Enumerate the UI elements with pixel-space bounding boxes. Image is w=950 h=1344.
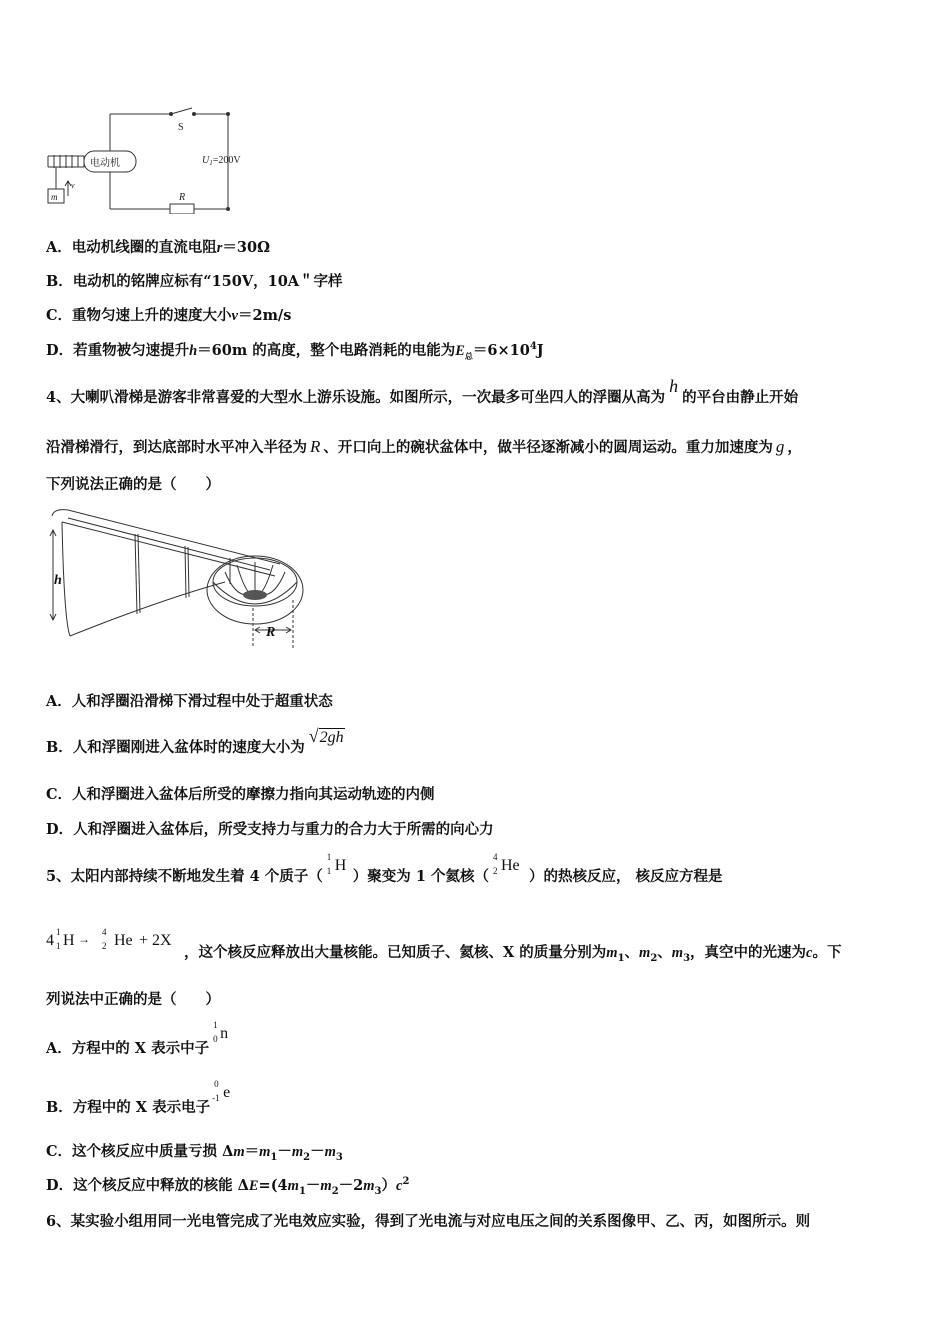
figure-R-label: R [266, 625, 276, 640]
fusion-equation: 4 1 1 H → 4 2 He + 2X [46, 927, 172, 951]
motor-label: 电动机 [90, 158, 120, 169]
q4-option-a: A．人和浮圈沿滑梯下滑过程中处于超重状态 [46, 693, 333, 710]
q5-option-b: B．方程中的 X 表示电子 0 -1 e [46, 1093, 234, 1123]
electron-symbol: 0 -1 e [212, 1079, 231, 1103]
q4-option-c: C．人和浮圈进入盆体后所受的摩擦力指向其运动轨迹的内侧 [46, 786, 435, 803]
q4-stem-line2: 沿滑梯滑行，到达底部时水平冲入半径为 R 、开口向上的碗状盆体中，做半径逐渐减小的圆周运动。重力加速度为 g ， [46, 437, 802, 456]
velocity-label: v [71, 181, 75, 190]
helium-symbol: 4 2 He [492, 852, 520, 876]
motor-circuit-figure [44, 106, 259, 214]
switch-label: S [178, 122, 184, 133]
figure-h-label: h [54, 573, 62, 588]
q5-option-d: D．这个核反应中释放的核能 $\Delta E=(4m_1-m_2-2m_3)c^2$ [46, 1176, 410, 1197]
q5-option-a: A．方程中的 X 表示中子 1 0 n [46, 1034, 233, 1064]
q5-stem-line3: 列说法中正确的是（ ） [46, 991, 220, 1008]
resistor-label: R [179, 192, 186, 203]
voltage-label: $U_1=200V$ [202, 155, 241, 167]
mass-label: m [51, 192, 58, 202]
q3-option-a: A．电动机线圈的直流电阻r＝30Ω [46, 239, 270, 256]
q6-stem-line1: 6、某实验小组用同一光电管完成了光电效应实验，得到了光电流与对应电压之间的关系图像甲、乙、丙，如图所示。则 [46, 1213, 811, 1230]
q4-option-b: B．人和浮圈刚进入盆体时的速度大小为√2gh [46, 726, 344, 756]
q5-stem-line1: 5、太阳内部持续不断地发生着 4 个质子（ 1 1 H ）聚变为 1 个氦核（ 4 2 He ）的热核反应， 核反应方程是 [46, 852, 723, 885]
q4-option-d: D．人和浮圈进入盆体后，所受支持力与重力的合力大于所需的向心力 [46, 821, 494, 838]
q4-stem-line3: 下列说法正确的是（ ） [46, 476, 220, 493]
q4-stem-line1: 4、大喇叭滑梯是游客非常喜爱的大型水上游乐设施。如图所示，一次最多可坐四人的浮圈从高为h的平台由静止开始 [46, 376, 799, 406]
q5-stem-line2: 4 1 1 H → 4 2 He + 2X ，这个核反应释放出大量核能。已知质子、氦核、X 的质量分别为$m_1$、$m_2$、$m_3$，真空中的光速为c。下 [46, 927, 842, 964]
q3-option-c: C．重物匀速上升的速度大小v＝2m/s [46, 307, 292, 324]
q3-option-b: B．电动机的铭牌应标有“150V，10A＂字样 [46, 273, 343, 290]
proton-symbol: 1 1 H [326, 852, 347, 876]
q3-option-d: D．若重物被匀速提升h＝60m 的高度，整个电路消耗的电能为$E_总=6\times 10^4J$ [46, 341, 544, 361]
water-slide-figure [40, 500, 305, 650]
neutron-symbol: 1 0 n [213, 1020, 229, 1044]
q5-option-c: C．这个核反应中质量亏损 $\Delta m=m_1-m_2-m_3$ [46, 1143, 343, 1163]
